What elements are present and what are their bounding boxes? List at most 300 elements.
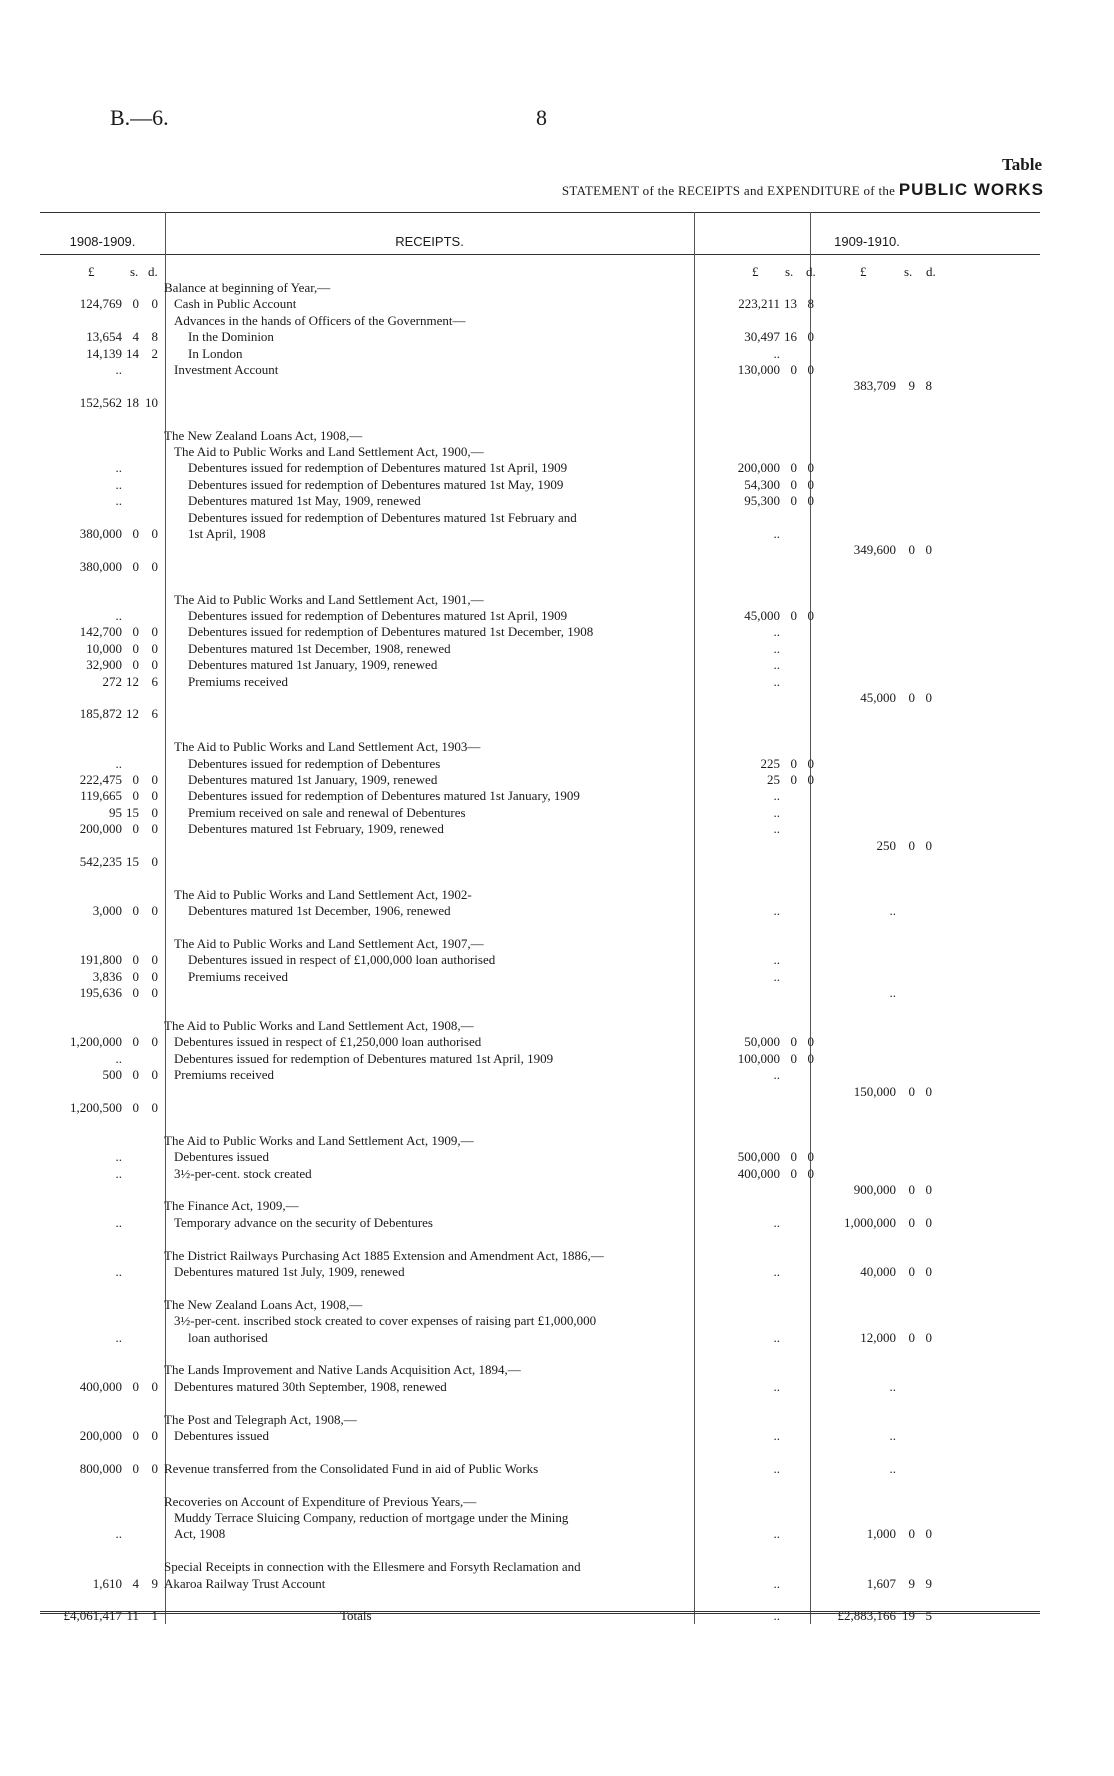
table-row (40, 592, 1040, 607)
prev-year-shillings: 0 (132, 296, 139, 312)
prev-year-shillings: 0 (132, 772, 139, 787)
unit-pence: d. (806, 264, 816, 279)
current-item-pence: 0 (807, 329, 814, 345)
current-item-pounds: 223,211 (738, 296, 780, 312)
current-item-pounds: .. (773, 1460, 780, 1476)
prev-year-pence: 0 (151, 558, 158, 574)
table-row (40, 1248, 1040, 1263)
prev-year-pence: 0 (151, 624, 158, 640)
prev-year-shillings: 4 (132, 329, 139, 345)
row-label: The Aid to Public Works and Land Settlement Act, 1903— (174, 739, 481, 755)
prev-year-pounds: 800,000 (79, 1460, 122, 1476)
row-label: In the Dominion (188, 329, 274, 345)
current-item-pounds: .. (773, 1214, 780, 1230)
prev-year-pounds: .. (115, 1526, 122, 1542)
prev-year-pounds: 1,200,000 (70, 1034, 122, 1050)
table-row (40, 313, 1040, 328)
prev-year-shillings: 15 (126, 804, 139, 820)
row-label: The Aid to Public Works and Land Settlement Act, 1900,— (174, 444, 484, 459)
current-item-pounds: 25 (767, 772, 780, 787)
current-item-pounds: 100,000 (737, 1050, 780, 1066)
current-item-pounds: 54,300 (744, 476, 780, 492)
prev-year-shillings: 0 (132, 1100, 139, 1115)
page-number: 8 (536, 105, 547, 130)
table-row (40, 1018, 1040, 1033)
prev-year-pence: 0 (151, 526, 158, 541)
current-total-pounds: .. (889, 1378, 896, 1394)
table-row (40, 1215, 1040, 1230)
table-row (40, 739, 1040, 754)
current-item-pounds: 130,000 (737, 362, 780, 377)
prev-year-shillings: 14 (126, 345, 139, 361)
current-total-shillings: 9 (908, 1575, 915, 1591)
row-label: Debentures matured 1st February, 1909, renewed (188, 821, 444, 837)
current-item-pounds: .. (773, 804, 780, 820)
prev-year-pounds: 542,235 (79, 854, 122, 869)
table-row (40, 1051, 1040, 1066)
current-total-shillings: 0 (908, 1182, 915, 1197)
current-item-shillings: 0 (790, 362, 797, 377)
current-item-shillings: 0 (790, 1165, 797, 1181)
table-row (40, 772, 1040, 787)
table-row (40, 1494, 1040, 1509)
current-item-pounds: .. (773, 968, 780, 984)
prev-year-shillings: 0 (132, 1428, 139, 1443)
row-label: The Aid to Public Works and Land Settlement Act, 1908,— (164, 1018, 474, 1033)
prev-year-shillings: 12 (126, 673, 139, 689)
table-row (40, 296, 1040, 311)
current-total-pounds: 1,000 (866, 1526, 896, 1542)
current-total-pounds: 1,000,000 (844, 1214, 896, 1230)
prev-year-shillings: 0 (132, 952, 139, 968)
current-item-pence: 0 (807, 772, 814, 787)
prev-year-pounds: .. (115, 608, 122, 623)
table-row (40, 723, 1040, 738)
table-row (40, 1428, 1040, 1443)
receipts-header: RECEIPTS. (395, 234, 464, 249)
current-year-header: 1909-1910. (834, 234, 900, 249)
prev-year-pence: 0 (151, 772, 158, 787)
current-item-shillings: 13 (784, 296, 797, 312)
current-item-pence: 0 (807, 1050, 814, 1066)
table-row (40, 460, 1040, 475)
prev-year-pence: 0 (151, 952, 158, 968)
current-total-pounds: 383,709 (853, 378, 896, 394)
prev-year-shillings: 0 (132, 1460, 139, 1476)
prev-year-pounds: .. (115, 1165, 122, 1181)
table-row (40, 362, 1040, 377)
receipts-table (40, 212, 1040, 1624)
prev-year-pounds: 142,700 (79, 624, 122, 640)
current-total-shillings: 0 (908, 1329, 915, 1345)
prev-year-header: 1908-1909. (69, 234, 136, 249)
prev-year-shillings: 0 (132, 788, 139, 804)
row-label: Premium received on sale and renewal of Debentures (188, 804, 466, 820)
current-item-pounds: .. (773, 903, 780, 919)
current-item-shillings: 0 (790, 772, 797, 787)
current-total-pounds: .. (889, 985, 896, 1001)
prev-year-pounds: 95 (109, 804, 122, 820)
row-label: Premiums received (174, 1067, 274, 1083)
row-label: Debentures matured 1st January, 1909, renewed (188, 772, 438, 787)
table-row (40, 493, 1040, 508)
prev-year-pence: 0 (151, 1428, 158, 1443)
prev-year-pounds: 222,475 (79, 772, 122, 787)
row-label: Debentures matured 1st December, 1908, renewed (188, 640, 451, 656)
current-item-pounds: .. (773, 657, 780, 673)
table-label: Table (1001, 155, 1042, 174)
row-label: The Aid to Public Works and Land Settlement Act, 1902- (174, 886, 472, 902)
prev-year-pounds: 119,665 (80, 788, 122, 804)
prev-year-shillings: 0 (132, 657, 139, 673)
current-item-shillings: 0 (790, 755, 797, 771)
table-row (40, 1559, 1040, 1574)
prev-year-shillings: 0 (132, 1378, 139, 1394)
row-label: The District Railways Purchasing Act 1885 Extension and Amendment Act, 1886,— (164, 1247, 604, 1263)
current-item-pounds: .. (773, 1428, 780, 1443)
current-item-shillings: 0 (790, 608, 797, 623)
row-label: Debentures issued for redemption of Debentures matured 1st February and (188, 509, 577, 525)
table-row (40, 854, 1040, 869)
row-label: The New Zealand Loans Act, 1908,— (164, 1296, 363, 1312)
prev-year-pounds: .. (115, 1050, 122, 1066)
row-label: Debentures issued for redemption of Debentures matured 1st April, 1909 (174, 1050, 554, 1066)
prev-year-pence: 8 (151, 329, 158, 345)
prev-year-pounds: 272 (102, 673, 122, 689)
current-total-pounds: .. (889, 903, 896, 919)
prev-year-pounds: .. (115, 1149, 122, 1165)
row-label: The New Zealand Loans Act, 1908,— (164, 427, 363, 443)
table-row (40, 870, 1040, 885)
row-label: Debentures issued for redemption of Debentures matured 1st December, 1908 (188, 624, 594, 640)
table-row (40, 395, 1040, 410)
current-total-shillings: 0 (908, 837, 915, 853)
table-row (40, 903, 1040, 918)
prev-year-pence: 0 (151, 657, 158, 673)
row-label: The Aid to Public Works and Land Settlement Act, 1909,— (164, 1132, 474, 1148)
table-row (40, 346, 1040, 361)
table-row (40, 444, 1040, 459)
current-total-pence: 0 (925, 1083, 932, 1099)
row-label: Debentures issued (174, 1428, 269, 1443)
current-item-pence: 8 (807, 296, 814, 312)
current-total-pounds: 150,000 (853, 1083, 896, 1099)
current-item-shillings: 0 (790, 476, 797, 492)
row-label: Premiums received (188, 968, 288, 984)
prev-year-pounds: .. (115, 1329, 122, 1345)
table-row (40, 378, 1040, 393)
current-total-pence: 0 (925, 1264, 932, 1279)
table-row (40, 821, 1040, 836)
current-item-pounds: .. (773, 952, 780, 968)
current-total-pence: 0 (925, 1526, 932, 1542)
prev-year-pounds: .. (115, 1264, 122, 1279)
prev-year-shillings: 0 (132, 1034, 139, 1050)
table-row (40, 559, 1040, 574)
row-label: In London (188, 345, 243, 361)
current-total-pence: 0 (925, 837, 932, 853)
prev-year-pounds: 124,769 (79, 296, 122, 312)
current-item-shillings: 16 (784, 329, 797, 345)
prev-year-pounds: £4,061,417 (63, 1608, 122, 1624)
row-label: Debentures matured 30th September, 1908, renewed (174, 1378, 447, 1394)
current-item-pounds: .. (773, 526, 780, 541)
statement-title (0, 180, 1044, 200)
table-row (40, 624, 1040, 639)
totals-rule (40, 1611, 1040, 1614)
table-row (40, 542, 1040, 557)
current-total-shillings: 9 (908, 378, 915, 394)
table-row (40, 788, 1040, 803)
prev-year-pence: 1 (151, 1608, 158, 1624)
prev-year-pounds: .. (115, 493, 122, 509)
current-total-pounds: 45,000 (860, 690, 896, 705)
prev-year-pounds: 185,872 (79, 706, 122, 722)
row-label: Debentures matured 1st May, 1909, renewed (188, 493, 421, 509)
row-label: Balance at beginning of Year,— (164, 280, 331, 295)
unit-shillings: s. (130, 264, 139, 279)
header-rule (40, 254, 1040, 255)
table-top-rule (40, 212, 1040, 213)
table-row (40, 1330, 1040, 1345)
prev-year-pence: 6 (151, 673, 158, 689)
table-row (40, 1067, 1040, 1082)
table-row (40, 1461, 1040, 1476)
prev-year-pounds: 380,000 (79, 558, 122, 574)
page-reference: B.—6. (110, 105, 169, 130)
current-item-pence: 0 (807, 476, 814, 492)
row-label: Muddy Terrace Sluicing Company, reduction of mortgage under the Mining (174, 1510, 569, 1525)
table-row (40, 1231, 1040, 1246)
table-row (40, 1198, 1040, 1213)
prev-year-pounds: 10,000 (86, 640, 122, 656)
row-label: 3½-per-cent. inscribed stock created to cover expenses of raising part £1,000,000 (174, 1313, 597, 1329)
row-label: Investment Account (174, 362, 279, 377)
prev-year-pounds: 1,200,500 (70, 1100, 122, 1115)
prev-year-pence: 0 (151, 968, 158, 984)
current-item-pounds: .. (773, 624, 780, 640)
current-total-pence: 0 (925, 690, 932, 705)
table-row (40, 526, 1040, 541)
current-item-shillings: 0 (790, 493, 797, 509)
current-item-shillings: 0 (790, 1149, 797, 1165)
row-label: Debentures issued in respect of £1,000,000 loan authorised (188, 952, 496, 968)
row-label: Special Receipts in connection with the Ellesmere and Forsyth Reclamation and (164, 1559, 581, 1575)
current-item-pounds: 200,000 (737, 460, 780, 476)
prev-year-pounds: .. (115, 755, 122, 771)
table-row (40, 1526, 1040, 1541)
unit-shillings: s. (904, 264, 913, 279)
title-prefix: STATEMENT of the RECEIPTS and EXPENDITURE of the (561, 183, 896, 198)
prev-year-pence: 0 (151, 854, 158, 869)
table-row (40, 329, 1040, 344)
prev-year-shillings: 0 (132, 624, 139, 640)
table-row (40, 477, 1040, 492)
row-label: Cash in Public Account (174, 296, 297, 312)
current-total-pence: 0 (925, 1329, 932, 1345)
prev-year-pounds: 380,000 (79, 526, 122, 541)
table-row (40, 428, 1040, 443)
table-row (40, 1280, 1040, 1295)
prev-year-pounds: 400,000 (79, 1378, 122, 1394)
current-item-pounds: .. (773, 1067, 780, 1083)
row-label: Debentures issued for redemption of Debentures matured 1st April, 1909 (188, 608, 568, 623)
prev-year-pence: 0 (151, 903, 158, 919)
prev-year-pence: 0 (151, 1460, 158, 1476)
current-item-pounds: .. (773, 1608, 780, 1624)
current-item-pence: 0 (807, 460, 814, 476)
prev-year-pence: 2 (151, 345, 158, 361)
prev-year-pounds: 3,836 (92, 968, 122, 984)
current-total-pounds: 1,607 (866, 1575, 896, 1591)
current-item-pounds: .. (773, 1264, 780, 1279)
current-item-pence: 0 (807, 608, 814, 623)
prev-year-pounds: 191,800 (79, 952, 122, 968)
table-row (40, 756, 1040, 771)
prev-year-shillings: 18 (126, 394, 139, 410)
prev-year-shillings: 11 (126, 1608, 139, 1624)
current-item-pounds: 500,000 (737, 1149, 780, 1165)
row-label: loan authorised (188, 1329, 268, 1345)
current-total-shillings: 0 (908, 1214, 915, 1230)
prev-year-shillings: 0 (132, 968, 139, 984)
row-label: Debentures issued for redemption of Debentures (188, 755, 441, 771)
current-item-pence: 0 (807, 755, 814, 771)
row-label: The Aid to Public Works and Land Settlement Act, 1907,— (174, 936, 484, 951)
row-label: The Lands Improvement and Native Lands Acquisition Act, 1894,— (164, 1362, 521, 1378)
prev-year-pence: 0 (151, 804, 158, 820)
prev-year-pounds: 1,610 (92, 1575, 122, 1591)
prev-year-pence: 9 (151, 1575, 158, 1591)
table-row (40, 1362, 1040, 1377)
unit-shillings: s. (785, 264, 794, 279)
current-total-pounds: .. (889, 1460, 896, 1476)
current-total-pence: 0 (925, 1214, 932, 1230)
table-row (40, 1379, 1040, 1394)
current-item-pence: 0 (807, 1165, 814, 1181)
row-label: Premiums received (188, 673, 288, 689)
current-total-shillings: 0 (908, 1264, 915, 1279)
current-item-pounds: .. (773, 1526, 780, 1542)
current-item-pounds: .. (773, 640, 780, 656)
unit-pence: d. (926, 264, 936, 279)
current-item-pounds: .. (773, 1575, 780, 1591)
prev-year-pence: 0 (151, 1100, 158, 1115)
table-row (40, 887, 1040, 902)
table-row (40, 1166, 1040, 1181)
current-item-pounds: .. (773, 821, 780, 837)
current-total-shillings: 0 (908, 1083, 915, 1099)
table-row (40, 1444, 1040, 1459)
current-total-pence: 5 (925, 1608, 932, 1624)
current-total-pence: 0 (925, 542, 932, 558)
current-item-pounds: 400,000 (737, 1165, 780, 1181)
table-row (40, 280, 1040, 295)
current-item-pounds: 45,000 (744, 608, 780, 623)
prev-year-pence: 0 (151, 788, 158, 804)
prev-year-pounds: .. (115, 362, 122, 377)
current-item-pounds: .. (773, 1378, 780, 1394)
current-total-pounds: 349,600 (853, 542, 896, 558)
prev-year-pence: 0 (151, 1034, 158, 1050)
prev-year-pounds: .. (115, 460, 122, 476)
prev-year-pence: 6 (151, 706, 158, 722)
current-item-shillings: 0 (790, 460, 797, 476)
row-label: 1st April, 1908 (188, 526, 266, 541)
table-row (40, 838, 1040, 853)
unit-pound: £ (752, 264, 759, 279)
row-label: Debentures matured 1st January, 1909, renewed (188, 657, 438, 673)
current-item-pounds: .. (773, 1329, 780, 1345)
current-total-shillings: 0 (908, 690, 915, 705)
table-row (40, 1477, 1040, 1492)
table-row (40, 936, 1040, 951)
unit-pound: £ (88, 264, 95, 279)
prev-year-shillings: 12 (126, 706, 139, 722)
row-label: Debentures matured 1st December, 1906, renewed (188, 903, 451, 919)
row-label: Debentures issued (174, 1149, 269, 1165)
table-row (40, 1576, 1040, 1591)
table-row (40, 1002, 1040, 1017)
prev-year-pounds: 195,636 (79, 985, 122, 1001)
prev-year-pounds: 500 (102, 1067, 122, 1083)
row-label: Debentures issued in respect of £1,250,000 loan authorised (174, 1034, 482, 1050)
row-label: The Finance Act, 1909,— (164, 1198, 299, 1214)
table-row (40, 985, 1040, 1000)
prev-year-pounds: 32,900 (86, 657, 122, 673)
table-row (40, 1395, 1040, 1410)
table-row (40, 575, 1040, 590)
table-row (40, 1346, 1040, 1361)
table-row (40, 1264, 1040, 1279)
title-emphasis: PUBLIC WORKS (898, 180, 1044, 199)
current-item-pounds: 225 (760, 755, 780, 771)
prev-year-pounds: 13,654 (86, 329, 122, 345)
prev-year-pence: 0 (151, 1067, 158, 1083)
current-item-pounds: 30,497 (744, 329, 780, 345)
prev-year-pence: 0 (151, 985, 158, 1001)
current-item-pounds: .. (773, 345, 780, 361)
row-label: Akaroa Railway Trust Account (164, 1575, 326, 1591)
current-item-pence: 0 (807, 493, 814, 509)
table-row (40, 690, 1040, 705)
row-label: The Post and Telegraph Act, 1908,— (164, 1411, 357, 1427)
prev-year-shillings: 0 (132, 985, 139, 1001)
current-total-pence: 0 (925, 1182, 932, 1197)
table-row (40, 1412, 1040, 1427)
current-item-pence: 0 (807, 1149, 814, 1165)
table-row (40, 920, 1040, 935)
prev-year-pounds: 152,562 (79, 394, 122, 410)
table-row (40, 1100, 1040, 1115)
row-label: Advances in the hands of Officers of the Government— (174, 312, 466, 328)
row-label: Debentures issued for redemption of Debentures matured 1st April, 1909 (188, 460, 568, 476)
table-row (40, 657, 1040, 672)
row-label: Debentures issued for redemption of Debentures matured 1st May, 1909 (188, 476, 564, 492)
current-item-pounds: .. (773, 788, 780, 804)
current-total-shillings: 0 (908, 1526, 915, 1542)
prev-year-shillings: 0 (132, 526, 139, 541)
row-label: 3½-per-cent. stock created (174, 1165, 312, 1181)
current-total-pounds: 40,000 (860, 1264, 896, 1279)
table-row (40, 706, 1040, 721)
prev-year-pounds: .. (115, 476, 122, 492)
row-label: Debentures matured 1st July, 1909, renewed (174, 1264, 405, 1279)
row-label: Act, 1908 (174, 1526, 226, 1542)
current-total-pence: 8 (925, 378, 932, 394)
prev-year-pounds: 14,139 (86, 345, 122, 361)
current-item-pounds: .. (773, 673, 780, 689)
